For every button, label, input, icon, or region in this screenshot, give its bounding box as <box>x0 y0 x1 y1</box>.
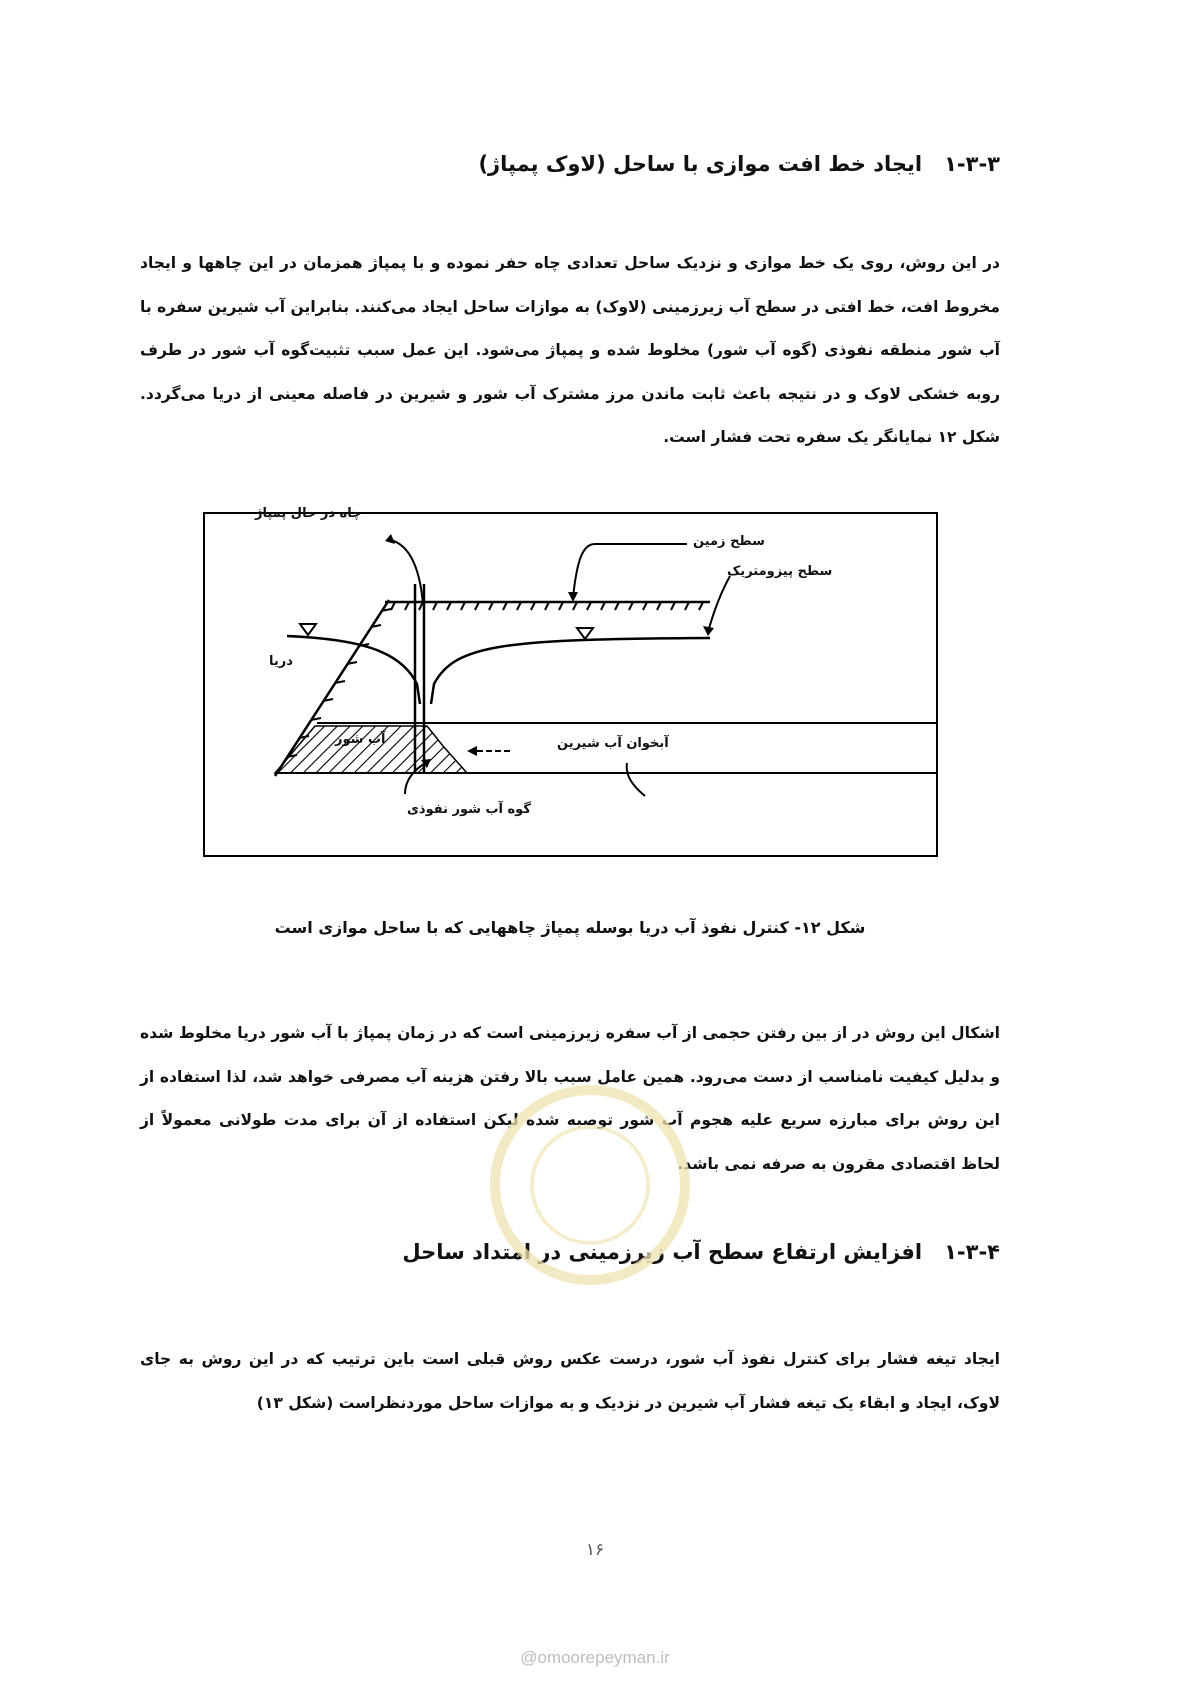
label-sea: دریا <box>269 654 293 669</box>
section-title: افزایش ارتفاع سطح آب زیرزمینی در امتداد ساحل <box>402 1240 923 1264</box>
piezometric-label-arrowhead <box>703 626 714 636</box>
page-number: ۱۶ <box>585 1540 605 1560</box>
label-ground-surface: سطح زمین <box>693 534 765 549</box>
well-label-arrowhead <box>385 534 395 544</box>
piezometric-label-leader <box>708 576 730 632</box>
section-number: ۱-۳-۳ <box>944 152 1000 176</box>
figure-12-caption: شکل ۱۲- کنترل نفوذ آب دریا بوسله پمپاژ چاههایی که با ساحل موازی است <box>274 918 866 937</box>
label-pumping-well: چاه در حال پمپاژ <box>255 506 362 521</box>
label-piezometric-surface: سطح پیزومتریک <box>727 564 833 579</box>
label-saltwater-wedge: گوه آب شور نفوذی <box>407 802 531 817</box>
watermark-seal-logo <box>490 1085 690 1285</box>
label-freshwater-aquifer: آبخوان آب شیرین <box>557 736 669 751</box>
well-label-leader <box>391 540 423 604</box>
water-level-marker-left <box>300 624 316 635</box>
water-level-marker-right <box>577 628 593 639</box>
ground-label-arrowhead <box>568 592 578 602</box>
section-heading-1-3-3 <box>478 148 1000 180</box>
section-heading-1-3-4 <box>402 1236 1000 1268</box>
figure-12-diagram <box>203 506 938 857</box>
paragraph-pressure-ridge: ایجاد تیغه فشار برای کنترل نفوذ آب شور، درست عکس روش قبلی است باین ترتیب که در این روش به جای لاوک، ایجاد و ابقاء یک تیغه فشار آب شیرین در نزدیک و به موازات ساحل موردنظراست (شکل ۱۳) <box>140 1350 1000 1412</box>
flow-arrowhead <box>467 746 477 756</box>
watermark-inner-ring <box>530 1125 650 1245</box>
section-number: ۱-۳-۴ <box>944 1240 1000 1264</box>
paragraph-drawbacks: اشکال این روش در از بین رفتن حجمی از آب سفره زیرزمینی است که در زمان پمپاژ با آب شور دریا مخلوط شده و بدلیل کیفیت نامناسب از دست می‌رود. همین عامل سبب بالا رفتن هزینه آب مصرفی خواهد شد، لذا استفاده از این روش برای مبارزه سریع علیه هجوم آب شور توصیه شده لیکن استفاده از آن برای مدت طولانی معمولاً از لحاظ اقتصادی مقرون به صرفه نمی باشد. <box>140 1024 1000 1173</box>
watermark-url: @omoorepeyman.ir <box>520 1648 670 1667</box>
ground-label-leader <box>573 544 687 598</box>
aquifer-label-leader <box>627 763 645 796</box>
paragraph-lavok-method: در این روش، روی یک خط موازی و نزدیک ساحل تعدادی چاه حفر نموده و با پمپاژ همزمان در این چاهها و ایجاد مخروط افت، خط افتی در سطح آب زیرزمینی (لاوک) به موازات ساحل ایجاد می‌کنند. بنابراین آب شیرین سفره با آب شور منطقه نفوذی (گوه آب شور) مخلوط شده و پمپاژ می‌شود. این عمل سبب تثبیت‌گوه آب شور در طرف روبه خشکی لاوک و در نتیجه باعث ثابت ماندن مرز مشترک آب شور و شیرین در فاصله معینی از دریا می‌گردد. شکل ۱۲ نمایانگر یک سفره تحت فشار است. <box>140 254 1000 446</box>
label-saltwater: آب شور <box>335 732 386 747</box>
piezometric-surface <box>287 636 710 704</box>
section-title: ایجاد خط افت موازی با ساحل (لاوک پمپاژ) <box>478 152 923 176</box>
